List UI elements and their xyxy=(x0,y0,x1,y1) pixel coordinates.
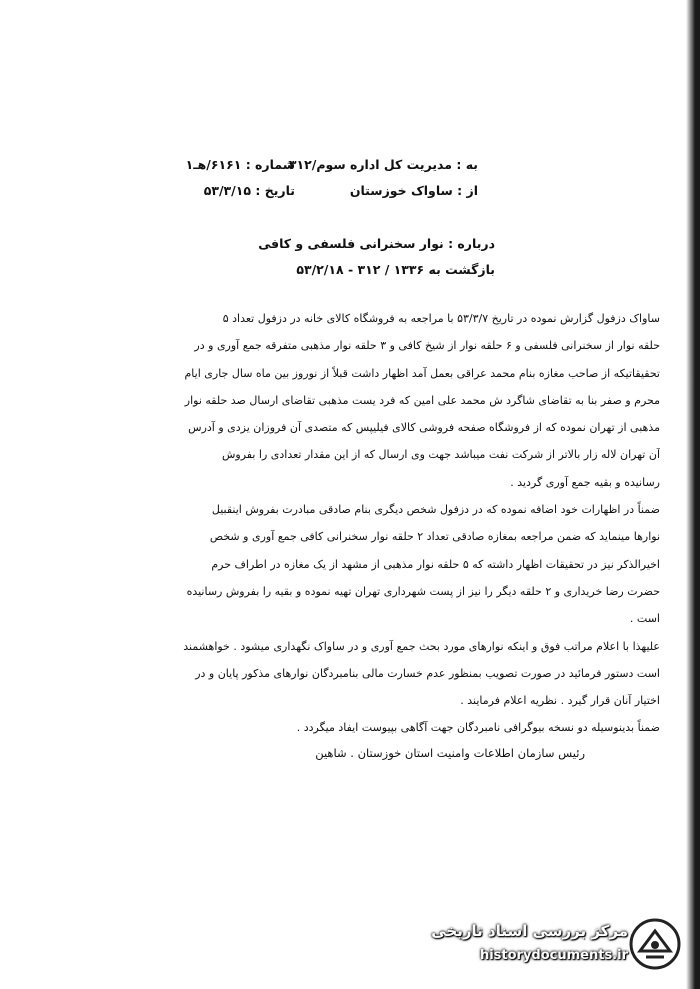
letter-date: تاریخ : ۵۳/۳/۱۵ xyxy=(203,183,295,198)
body-line: اختیار آنان قرار گیرد . نظریه اعلام فرمایند . xyxy=(460,694,660,708)
watermark-url: historydocuments.ir xyxy=(479,948,628,963)
body-line: ساواک دزفول گزارش نموده در تاریخ ۵۳/۳/۷ با مراجعه به فروشگاه کالای خانه در دزفول تعداد ۵ xyxy=(222,312,660,325)
subject-line: درباره : نوار سخنرانی فلسفی و کافی xyxy=(258,236,495,251)
body-line: است دستور فرمائید در صورت تصویب بمنظور عدم خسارت مالی بنامبردگان نوارهای مذکور پایان و در xyxy=(195,666,660,680)
body-line: اخیرالذکر نیز در تحقیقات اظهار داشته که ۵ حلقه نوار مذهبی از مشهد از یک مغازه در اطراف حرم xyxy=(211,557,660,571)
body-line: نوارها مینماید که ضمن مراجعه بمغازه صادقی تعداد ۲ حلقه نوار سخنرانی کافی جمع آوری و شخص xyxy=(209,530,660,544)
letter-number: شماره : ۶۱۶۱/هـ۱ xyxy=(185,157,295,172)
scan-edge xyxy=(686,0,700,989)
body-line: علیهذا با اعلام مراتب فوق و اینکه نوارهای مورد بحث جمع آوری و در ساواک نگهداری میشود . خواهشمند xyxy=(183,639,660,653)
body-line: محرم و صفر بنا به تقاضای شاگرد ش محمد علی امین که فرد یست مذهبی تقاضای ارسال صد حلقه نوار xyxy=(184,393,660,407)
body-line: مذهبی از تهران نموده که از فروشگاه صفحه فروشی کالای فیلیپس که متصدی آن فروزان یزدی و آدرس xyxy=(188,421,660,435)
body-line: است . xyxy=(629,612,660,626)
letter-body xyxy=(100,305,660,742)
sender-line: از : ساواک خوزستان xyxy=(349,183,478,198)
body-line: رسانیده و بقیه جمع آوری گردید . xyxy=(510,475,660,489)
body-line: آن تهران لاله زار بالاتر از شرکت نفت میباشد جهت وی ارسال که از این مقدار تعدادی را بفروش xyxy=(221,448,660,462)
body-line: حلقه نوار از سخنرانی فلسفی و ۶ حلقه نوار از شیخ کافی و ۳ حلقه نوار مذهبی متفرقه جمع آوری و در xyxy=(194,339,660,353)
reference-line: بازگشت به ۱۳۳۶ / ۳۱۲ - ۵۳/۲/۱۸ xyxy=(296,262,495,277)
watermark-title: مرکز بررسی اسناد تاریخی xyxy=(431,922,628,940)
recipient-line: به : مدیریت کل اداره سوم/۳۱۲ xyxy=(288,157,478,172)
watermark xyxy=(408,922,690,972)
signature-line: رئیس سازمان اطلاعات وامنیت استان خوزستان . شاهین xyxy=(315,746,585,760)
body-line: تحقیقاتیکه از صاحب مغازه بنام محمد عراقی بعمل آمد اظهار داشت قبلاً از نوروز بین ماه سال جاری ایام xyxy=(184,366,660,380)
body-line: حضرت رضا خریداری و ۲ حلقه دیگر را نیز از پست شهرداری تهران تهیه نموده و بقیه را بفروش رسانیده xyxy=(186,584,660,598)
body-line: ضمناً در اظهارات خود اضافه نموده که در دزفول شخص دیگری بنام صادقی مبادرت بفروش اینقبیل xyxy=(211,503,660,517)
body-line: ضمناً بدینوسیله دو نسخه بیوگرافی نامبردگان جهت آگاهی بپیوست ایفاد میگردد . xyxy=(296,721,660,735)
